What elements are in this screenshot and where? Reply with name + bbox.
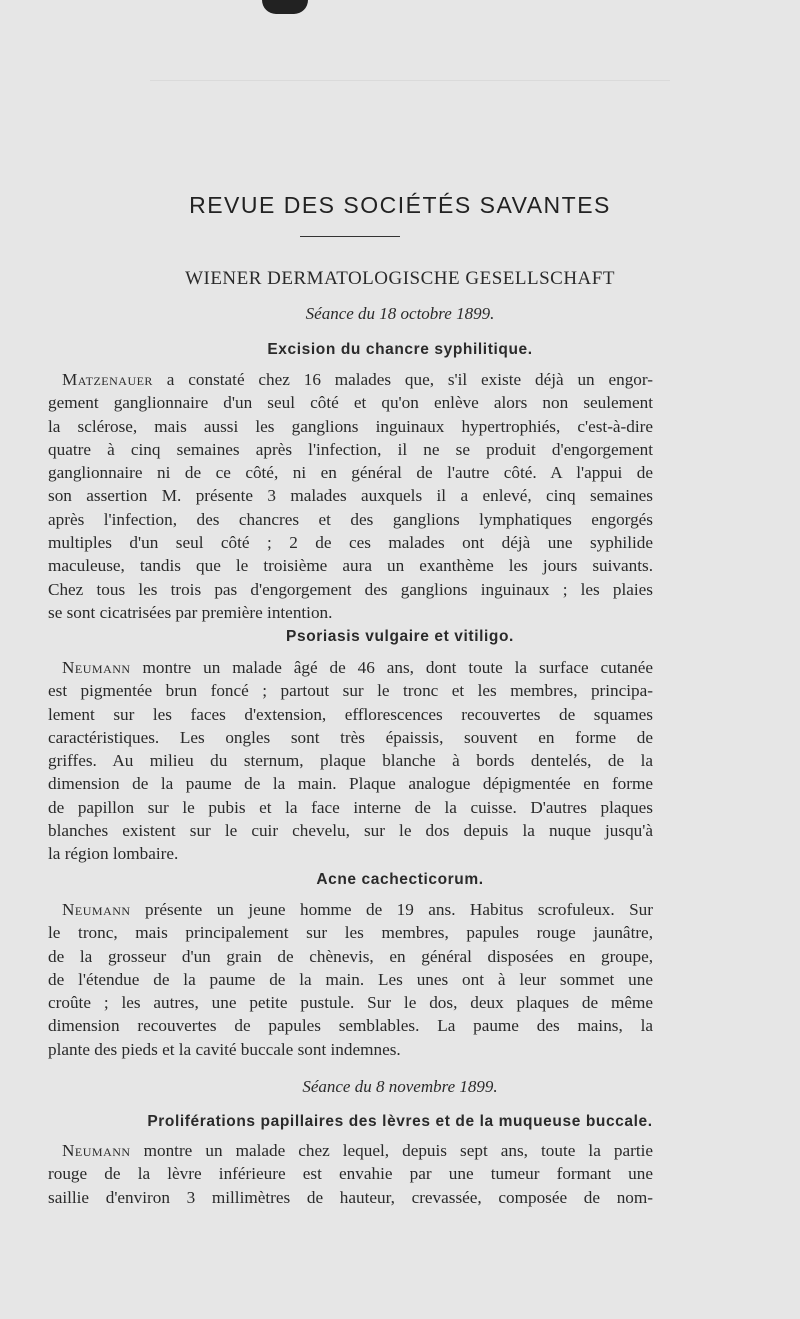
text-line: la région lombaire. (48, 844, 179, 864)
text-line: de papillon sur le pubis et la face interne de la cuisse. D'autres plaques (48, 797, 653, 817)
text-line: blanches existent sur le cuir chevelu, sur le dos depuis la nuque jusqu'à (48, 821, 653, 841)
author-name: Neumann (62, 900, 131, 919)
text-line: gement ganglionnaire d'un seul côté et qu'on enlève alors non seulement (48, 393, 653, 413)
text-line: son assertion M. présente 3 malades auxquels il a enlevé, cinq semaines (48, 486, 653, 506)
text-line: Neumann montre un malade âgé de 46 ans, dont toute la surface cutanée (62, 658, 653, 677)
text-line: après l'infection, des chancres et des ganglions lymphatiques engorgés (48, 509, 653, 529)
text-line: Matzenauer a constaté chez 16 malades que, s'il existe déjà un engor- (62, 370, 653, 389)
text-line: de l'étendue de la paume de la main. Les unes ont à leur sommet une (48, 969, 653, 989)
session-date: Séance du 18 octobre 1899. (305, 304, 495, 323)
article-body (48, 368, 653, 624)
text-line: ganglionnaire ni de ce côté, ni en général de l'autre côté. A l'appui de (48, 463, 653, 483)
text-line: est pigmentée brun foncé ; partout sur le tronc et les membres, principa- (48, 681, 653, 701)
text-line: saillie d'environ 3 millimètres de hauteur, crevassée, composée de nom- (48, 1187, 653, 1207)
text-line: dimension de la paume de la main. Plaque analogue dépigmentée en forme (48, 774, 653, 794)
society-name: WIENER DERMATOLOGISCHE GESELLSCHAFT (185, 268, 615, 289)
text-line: multiples d'un seul côté ; 2 de ces malades ont déjà une syphilide (48, 533, 653, 553)
text-line: Chez tous les trois pas d'engorgement des ganglions inguinaux ; les plaies (48, 579, 653, 599)
text-line: caractéristiques. Les ongles sont très épaissis, souvent en forme de (48, 727, 653, 747)
text-line: se sont cicatrisées par première intention. (48, 602, 333, 622)
text-line: maculeuse, tandis que le troisième aura un exanthème les jours suivants. (48, 556, 653, 576)
text-line: de la grosseur d'un grain de chènevis, en général disposées en groupe, (48, 946, 653, 966)
article-body (48, 656, 653, 866)
text-line: le tronc, mais principalement sur les membres, papules rouge jaunâtre, (48, 923, 653, 943)
author-name: Matzenauer (62, 370, 153, 389)
author-name: Neumann (62, 1141, 131, 1160)
article-heading: Psoriasis vulgaire et vitiligo. (286, 628, 514, 645)
article-heading: Proliférations papillaires des lèvres et de la muqueuse buccale. (147, 1113, 653, 1130)
title-divider (300, 236, 400, 237)
binding-mark (262, 0, 308, 14)
page-title: REVUE DES SOCIÉTÉS SAVANTES (189, 192, 611, 218)
text-line: lement sur les faces d'extension, efflorescences recouvertes de squames (48, 704, 653, 724)
text-line: croûte ; les autres, une petite pustule. Sur le dos, deux plaques de même (48, 993, 653, 1013)
text-line: la sclérose, mais aussi les ganglions inguinaux hypertrophiés, c'est-à-dire (48, 416, 653, 436)
text-line: plante des pieds et la cavité buccale sont indemnes. (48, 1039, 401, 1059)
article-body (48, 1139, 653, 1209)
show-through-text (150, 80, 670, 101)
article-heading: Excision du chancre syphilitique. (267, 341, 533, 358)
text-line: rouge de la lèvre inférieure est envahie par une tumeur formant une (48, 1164, 653, 1184)
author-name: Neumann (62, 658, 131, 677)
text-line: Neumann présente un jeune homme de 19 ans. Habitus scrofuleux. Sur (62, 900, 653, 919)
article-body (48, 898, 653, 1061)
session-date: Séance du 8 novembre 1899. (302, 1077, 498, 1096)
article-heading: Acne cachecticorum. (316, 871, 484, 888)
text-line: dimension recouvertes de papules semblables. La paume des mains, la (48, 1016, 653, 1036)
text-line: quatre à cinq semaines après l'infection, il ne se produit d'engorgement (48, 439, 653, 459)
text-line: griffes. Au milieu du sternum, plaque blanche à bords dentelés, de la (48, 751, 653, 771)
text-line: Neumann montre un malade chez lequel, depuis sept ans, toute la partie (62, 1141, 653, 1160)
